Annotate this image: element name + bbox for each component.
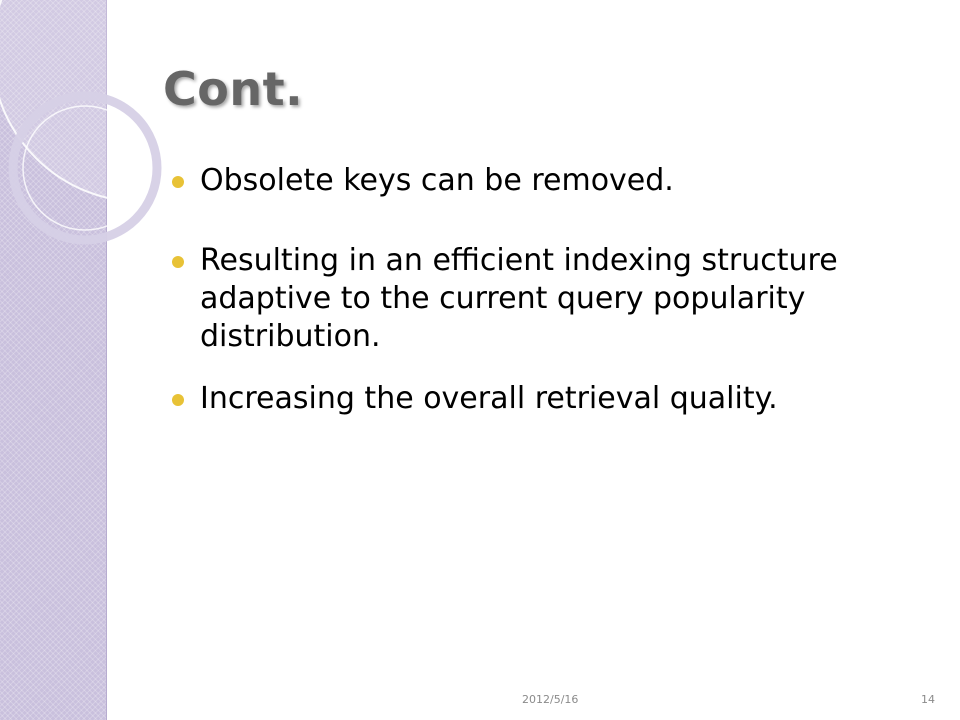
bullet-dot-icon [172,394,184,406]
slide-title: Cont. [163,62,304,116]
bullet-dot-icon [172,256,184,268]
bullet-item [172,380,932,418]
bullet-text: Resulting in an efficient indexing structure adaptive to the current query popularity distribution. [200,243,838,354]
bullet-text: Increasing the overall retrieval quality. [200,381,778,416]
footer-page-number: 14 [921,693,935,706]
bullet-item [172,242,932,356]
bullet-text: Obsolete keys can be removed. [200,163,674,198]
bullet-list [172,162,932,452]
footer-date: 2012/5/16 [522,693,579,706]
bullet-dot-icon [172,176,184,188]
bullet-item [172,162,932,200]
